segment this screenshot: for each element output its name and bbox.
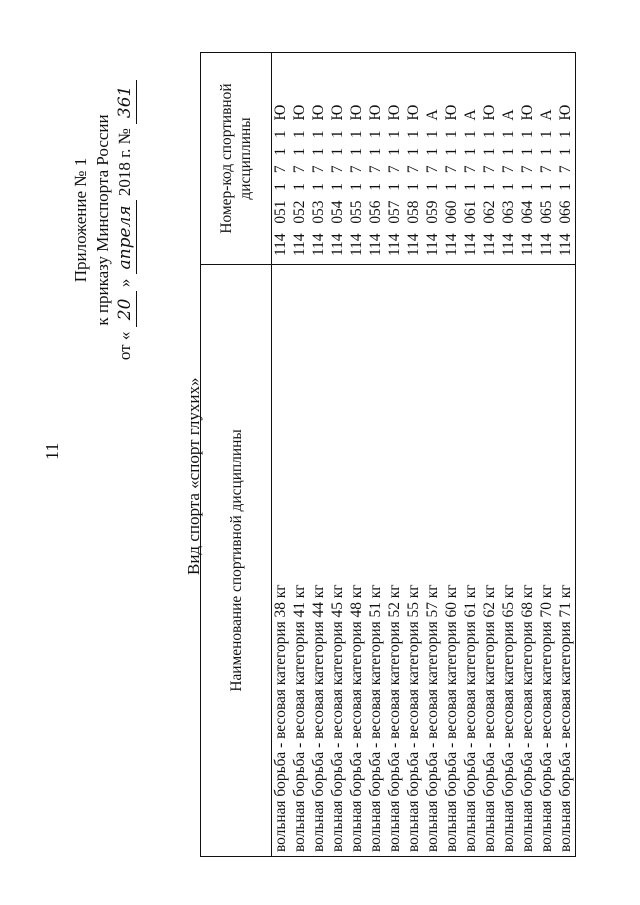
table-row: [443, 53, 462, 857]
appendix-order-ref: к приказу Минспорта России: [93, 114, 112, 326]
discipline-code-cell: 114 058 1 7 1 1 Ю: [405, 53, 424, 265]
discipline-code-cell: 114 065 1 7 1 1 А: [538, 53, 557, 265]
discipline-name-cell: вольная борьба - весовая категория 61 кг: [462, 265, 481, 857]
table-row: [348, 53, 367, 857]
discipline-name-cell: вольная борьба - весовая категория 52 кг: [386, 265, 405, 857]
discipline-name-cell: вольная борьба - весовая категория 71 кг: [557, 265, 576, 857]
table-row: [291, 53, 310, 857]
table-row: [557, 53, 576, 857]
table-header-row: [201, 53, 272, 857]
discipline-code-cell: 114 054 1 7 1 1 Ю: [329, 53, 348, 265]
discipline-name-cell: вольная борьба - весовая категория 48 кг: [348, 265, 367, 857]
discipline-code-cell: 114 057 1 7 1 1 Ю: [386, 53, 405, 265]
date-close-quote: »: [115, 278, 134, 288]
discipline-name-cell: вольная борьба - весовая категория 70 кг: [538, 265, 557, 857]
discipline-name-cell: вольная борьба - весовая категория 45 кг: [329, 265, 348, 857]
table-row: [405, 53, 424, 857]
table-row: [272, 53, 291, 857]
discipline-code-cell: 114 055 1 7 1 1 Ю: [348, 53, 367, 265]
table-row: [386, 53, 405, 857]
discipline-name-cell: вольная борьба - весовая категория 44 кг: [310, 265, 329, 857]
discipline-name-cell: вольная борьба - весовая категория 68 кг: [519, 265, 538, 857]
date-prefix: от «: [115, 331, 134, 361]
discipline-code-cell: 114 051 1 7 1 1 Ю: [272, 53, 291, 265]
table-row: [310, 53, 329, 857]
table-row: [538, 53, 557, 857]
year-text: 2018 г. №: [115, 128, 134, 197]
discipline-code-cell: 114 061 1 7 1 1 А: [462, 53, 481, 265]
discipline-name-cell: вольная борьба - весовая категория 57 кг: [424, 265, 443, 857]
table-row: [481, 53, 500, 857]
discipline-name-cell: вольная борьба - весовая категория 38 кг: [272, 265, 291, 857]
discipline-name-cell: вольная борьба - весовая категория 41 кг: [291, 265, 310, 857]
appendix-date-line: [114, 55, 137, 385]
discipline-code-cell: 114 053 1 7 1 1 Ю: [310, 53, 329, 265]
header-discipline-code: Номер-код спортивной дисциплины: [201, 53, 272, 265]
discipline-code-cell: 114 066 1 7 1 1 Ю: [557, 53, 576, 265]
table-row: [519, 53, 538, 857]
table-row: [462, 53, 481, 857]
discipline-name-cell: вольная борьба - весовая категория 62 кг: [481, 265, 500, 857]
discipline-code-cell: 114 063 1 7 1 1 А: [500, 53, 519, 265]
discipline-name-cell: вольная борьба - весовая категория 60 кг: [443, 265, 462, 857]
sport-title: Вид спорта «спорт глухих»: [184, 377, 203, 575]
disciplines-table: [200, 52, 576, 857]
discipline-code-cell: 114 062 1 7 1 1 Ю: [481, 53, 500, 265]
table-row: [329, 53, 348, 857]
discipline-code-cell: 114 052 1 7 1 1 Ю: [291, 53, 310, 265]
discipline-code-cell: 114 060 1 7 1 1 Ю: [443, 53, 462, 265]
page-number: 11: [42, 442, 62, 460]
appendix-header: [70, 55, 137, 385]
handwritten-month: апреля: [114, 200, 137, 274]
discipline-name-cell: вольная борьба - весовая категория 55 кг: [405, 265, 424, 857]
discipline-code-cell: 114 056 1 7 1 1 Ю: [367, 53, 386, 265]
table-row: [424, 53, 443, 857]
appendix-title: Приложение № 1: [71, 157, 90, 283]
discipline-name-cell: вольная борьба - весовая категория 65 кг: [500, 265, 519, 857]
table-row: [367, 53, 386, 857]
discipline-code-cell: 114 064 1 7 1 1 Ю: [519, 53, 538, 265]
header-discipline-name: Наименование спортивной дисциплины: [201, 265, 272, 857]
discipline-code-cell: 114 059 1 7 1 1 А: [424, 53, 443, 265]
table-row: [500, 53, 519, 857]
discipline-name-cell: вольная борьба - весовая категория 51 кг: [367, 265, 386, 857]
handwritten-order-number: 361: [114, 80, 137, 124]
handwritten-day: 20: [114, 291, 137, 327]
